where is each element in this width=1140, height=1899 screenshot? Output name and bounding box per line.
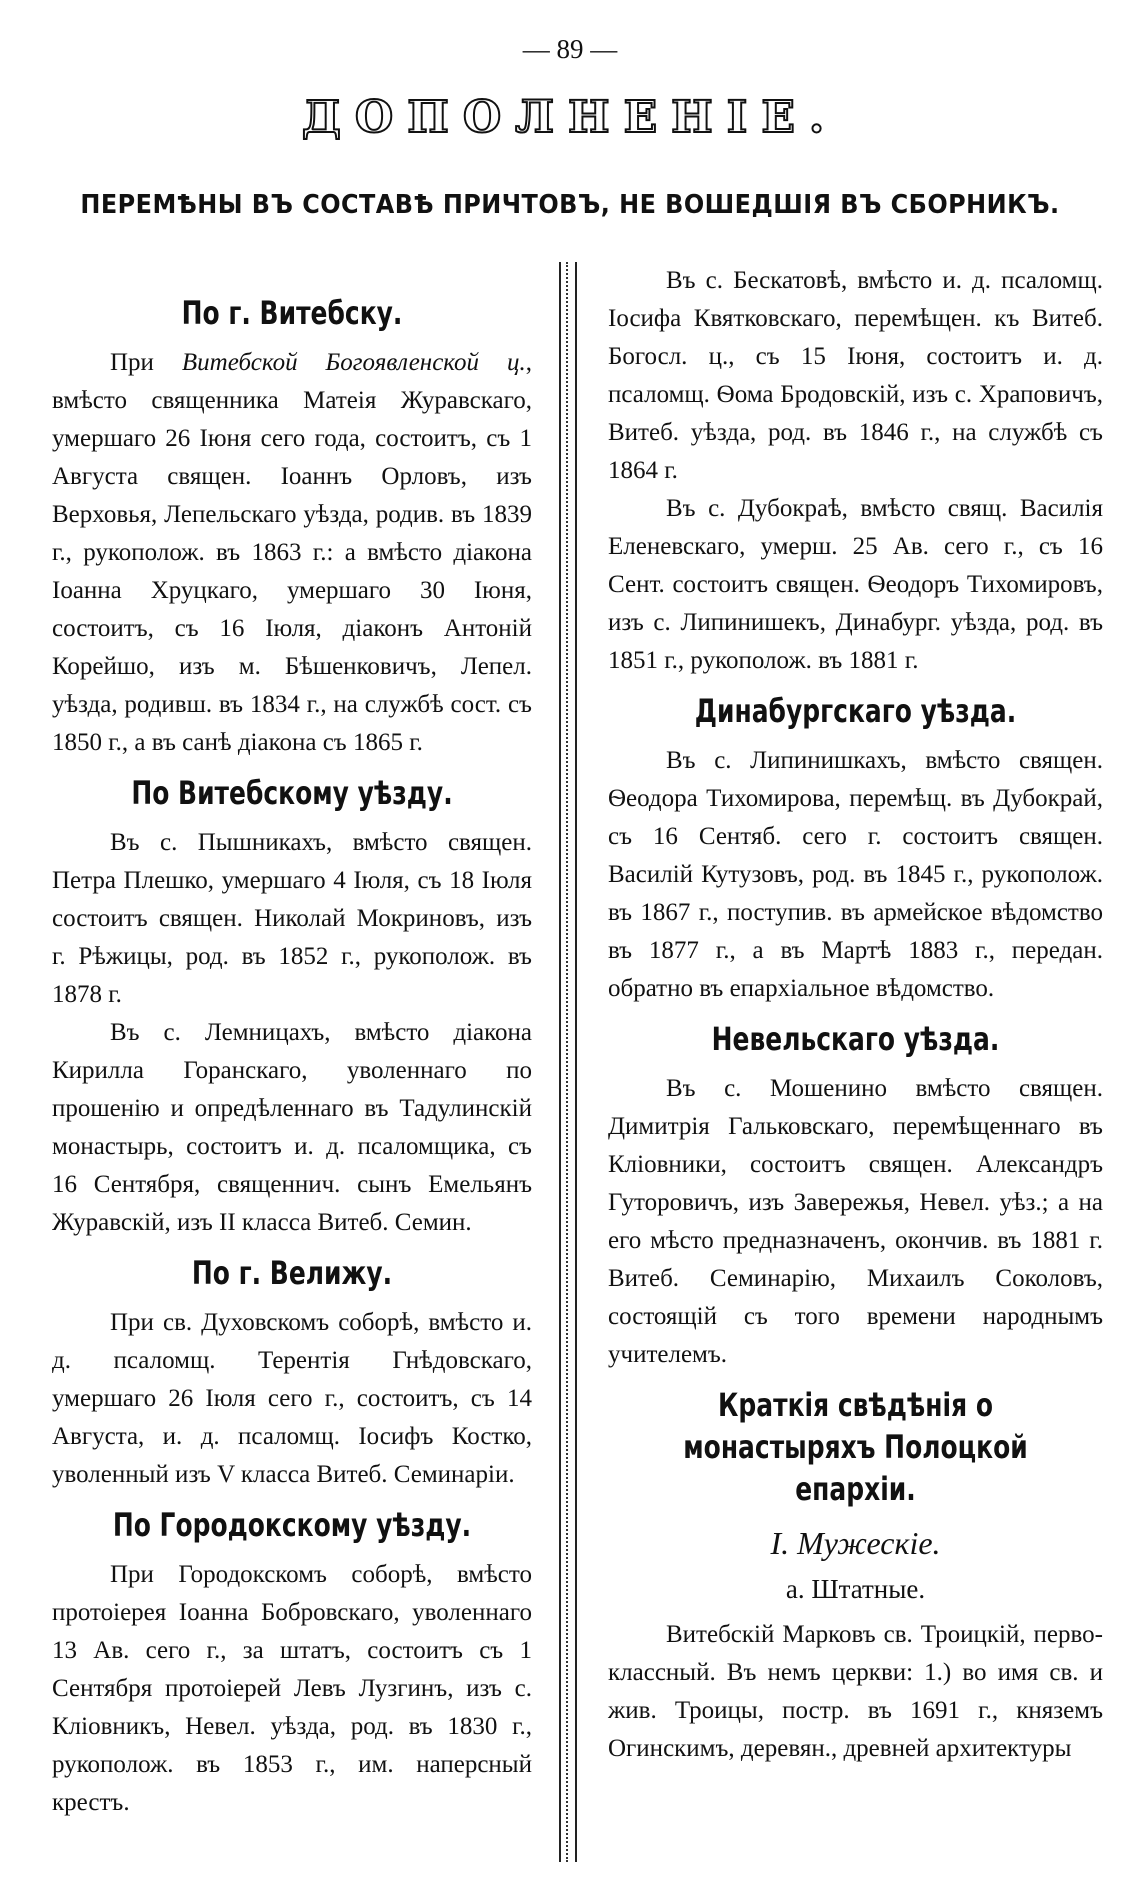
- section-heading-velizh: По г. Велижу.: [191, 1254, 393, 1292]
- section-heading-vitebsk-uezd: По Витебскому уѣзду.: [131, 774, 453, 812]
- paragraph-dubokrai: Въ с. Дубокраѣ, вмѣсто свящ. Василія Еленевскаго, умерш. 25 Ав. сего г., съ 16 Сент. состоитъ священ. Ѳеодоръ Тихомировъ, изъ с. Липинишекъ, Динабург. уѣзда, род. въ 1851 г., рукополож. въ 1881 г.: [608, 495, 1103, 674]
- section-heading-nevel: Невельскаго уѣзда.: [711, 1020, 1000, 1058]
- paragraph-lemnitsy: Въ с. Лемницахъ, вмѣсто діакона Кирилла Горанскаго, уволеннаго по прошенію и опредѣленнаго въ Тадулинскій монастырь, состоитъ и. д. псаломщика, съ 16 Сентября, священнич. сынъ Емельянъ Журавскій, изъ II класса Витеб. Семин.: [52, 1019, 532, 1236]
- paragraph-vitebsk: [52, 344, 532, 762]
- paragraph-beskatovo: Въ с. Бескатовѣ, вмѣсто и. д. псаломщ. Іосифа Квятковскаго, перемѣщен. къ Витеб. Богосл. ц., съ 15 Іюня, состоитъ и. д. псаломщ. Ѳома Бродовскій, изъ с. Храповичъ, Витеб. уѣзда, род. въ 1846 г., на службѣ съ 1864 г.: [608, 267, 1103, 484]
- subheading-staff: а. Штатные.: [785, 1574, 926, 1604]
- page-number: — 89 —: [522, 34, 618, 64]
- paragraph-pyshniki: Въ с. Пышникахъ, вмѣсто священ. Петра Плешко, умершаго 4 Іюля, съ 18 Іюля состоитъ священ. Николай Мокриновъ, изъ г. Рѣжицы, род. въ 1852 г., рукополож. въ 1878 г.: [52, 829, 532, 1008]
- paragraph-gorodok: При Городокскомъ соборѣ, вмѣсто протоіерея Іоанна Бобровскаго, уволеннаго 13 Ав. сего г., за штатъ, состоитъ съ 1 Сентября протоіерей Левъ Лузгинъ, изъ с. Кліовникъ, Невел. уѣзда, род. въ 1830 г., рукополож. въ 1853 г., им. наперсный крестъ.: [52, 1561, 532, 1816]
- section-heading-gorodok: По Городокскому уѣзду.: [112, 1506, 472, 1544]
- left-column: [52, 262, 532, 1822]
- para-prefix: При: [110, 349, 182, 376]
- para-rest: , вмѣсто священника Матеія Журавскаго, умершаго 26 Іюня сего года, состоитъ, съ 1 Августа священ. Іоаннъ Орловъ, изъ Верховья, Лепельскаго уѣзда, родив. въ 1839 г., рукополож. въ 1863 г.: а вмѣсто діакона Іоанна Хруцкаго, умершаго 30 Іюня, состоитъ, съ 16 Іюля, діаконъ Антоній Корейшо, изъ м. Бѣшенковичъ, Лепел. уѣзда, родивш. въ 1834 г., на службѣ сост. съ 1850 г., а въ санѣ діакона съ 1865 г.: [52, 349, 533, 756]
- paragraph-lipinishki: Въ с. Липинишкахъ, вмѣсто священ. Ѳеодора Тихомирова, перемѣщ. въ Дубокрай, съ 16 Сентяб. сего г. состоитъ священ. Василій Кутузовъ, род. въ 1845 г., рукополож. въ 1867 г., поступив. въ армейское вѣдомство въ 1877 г., а въ Мартѣ 1883 г., передан. обратно въ епархіальное вѣдомство.: [608, 747, 1103, 1002]
- page-subtitle: ПЕРЕМѢНЫ ВЪ СОСТАВѢ ПРИЧТОВЪ, НЕ ВОШЕДШІЯ ВЪ СБОРНИКЪ.: [80, 190, 1060, 220]
- paragraph-markov-monastery: Витебскій Марковъ св. Троицкій, первоклассный. Въ немъ церкви: 1.) во имя св. и жив. Троицы, постр. въ 1691 г., княземъ Огинскимъ, деревян., древней архитектуры: [608, 1621, 1103, 1762]
- section-heading-monasteries: Краткія свѣдѣнія о монастыряхъ Полоцкой епархіи.: [683, 1386, 1028, 1508]
- paragraph-moshenino: Въ с. Мошенино вмѣсто священ. Димитрія Гальковскаго, перемѣщеннаго въ Кліовники, состоитъ священ. Александръ Гуторовичъ, изъ Завережья, Невел. уѣз.; а на его мѣсто предназначенъ, окончив. въ 1881 г. Витеб. Семинарію, Михаилъ Соколовъ, состоящій съ того времени народнымъ учителемъ.: [608, 1075, 1103, 1368]
- column-divider: [559, 262, 577, 1862]
- section-heading-dinaburg: Динабургскаго уѣзда.: [694, 692, 1017, 730]
- church-name: Витебской Богоявленской ц.: [181, 349, 526, 376]
- subheading-male: I. Мужескіе.: [770, 1525, 941, 1561]
- right-column: [608, 262, 1103, 1768]
- section-heading-vitebsk: По г. Витебску.: [181, 294, 403, 332]
- page-title: ДОПОЛНЕНІЕ.: [301, 92, 839, 143]
- paragraph-velizh: При св. Духовскомъ соборѣ, вмѣсто и. д. псаломщ. Терентія Гнѣдовскаго, умершаго 26 Іюля сего г., состоитъ, съ 14 Августа, и. д. псаломщ. Іосифъ Костко, уволенный изъ V класса Витеб. Семинаріи.: [52, 1309, 532, 1488]
